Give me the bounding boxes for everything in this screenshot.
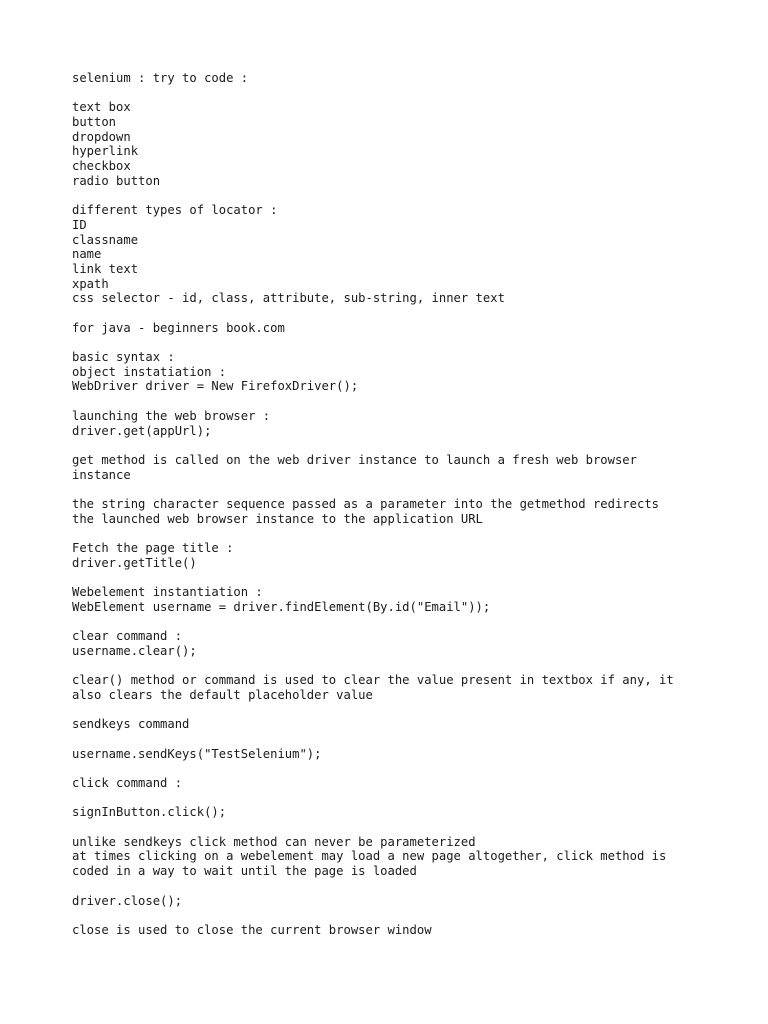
text-line: the string character sequence passed as a parameter into the getmethod redirects: [72, 496, 659, 511]
blank-line: [72, 908, 752, 923]
text-line: link text: [72, 261, 139, 276]
text-line: click command :: [72, 776, 183, 790]
text-line: text box: [72, 100, 131, 115]
text-line: coded in a way to wait until the page is loaded: [72, 864, 417, 879]
text-line: ID: [72, 217, 87, 232]
text-line: WebDriver driver = New FirefoxDriver();: [72, 379, 359, 394]
text-line: button: [72, 115, 117, 130]
text-line: Webelement instantiation :: [72, 585, 263, 600]
text-line: launching the web browser :: [72, 408, 271, 423]
text-line: xpath: [72, 276, 109, 291]
text-line: driver.close();: [72, 893, 183, 908]
blank-line: [72, 438, 752, 453]
blank-line: [72, 761, 752, 776]
blank-line: [72, 570, 752, 585]
text-line: at times clicking on a webelement may load a new page altogether, click method is: [72, 849, 667, 864]
text-line: Fetch the page title :: [72, 541, 234, 555]
text-line: instance: [72, 467, 131, 482]
text-line: selenium : try to code :: [72, 71, 249, 85]
text-line: object instatiation :: [72, 364, 227, 379]
text-line: css selector - id, class, attribute, sub-string, inner text: [72, 291, 505, 306]
blank-line: [72, 335, 752, 350]
blank-line: [72, 732, 752, 747]
blank-line: [72, 306, 752, 321]
blank-line: [72, 659, 752, 674]
text-line: driver.get(appUrl);: [72, 423, 212, 438]
text-line: classname: [72, 232, 139, 247]
text-line: sendkeys command: [72, 717, 190, 732]
text-line: for java - beginners book.com: [72, 320, 285, 335]
blank-line: [72, 482, 752, 497]
text-line: driver.getTitle(): [72, 555, 197, 570]
text-line: username.sendKeys("TestSelenium");: [72, 746, 322, 761]
text-line: the launched web browser instance to the application URL: [72, 511, 483, 526]
blank-line: [72, 614, 752, 629]
blank-line: [72, 703, 752, 718]
text-line: different types of locator :: [72, 203, 278, 218]
text-line: also clears the default placeholder value: [72, 687, 373, 702]
text-line: clear() method or command is used to clear the value present in textbox if any, it: [72, 673, 674, 688]
blank-line: [72, 394, 752, 409]
text-line: name: [72, 247, 102, 262]
text-line: get method is called on the web driver instance to launch a fresh web browser: [72, 452, 637, 467]
text-line: unlike sendkeys click method can never be parameterized: [72, 834, 476, 849]
text-line: clear command :: [72, 629, 183, 644]
text-line: close is used to close the current browser window: [72, 922, 432, 937]
text-line: dropdown: [72, 129, 131, 144]
text-line: hyperlink: [72, 144, 139, 159]
text-line: checkbox: [72, 159, 131, 174]
text-line: WebElement username = driver.findElement(By.id("Email"));: [72, 599, 491, 614]
blank-line: [72, 86, 752, 101]
text-line: basic syntax :: [72, 350, 175, 365]
blank-line: [72, 189, 752, 204]
blank-line: [72, 820, 752, 835]
blank-line: [72, 791, 752, 806]
document-page: [72, 71, 752, 938]
text-line: radio button: [72, 173, 161, 188]
text-line: signInButton.click();: [72, 805, 227, 820]
blank-line: [72, 526, 752, 541]
text-line: username.clear();: [72, 643, 197, 658]
blank-line: [72, 879, 752, 894]
